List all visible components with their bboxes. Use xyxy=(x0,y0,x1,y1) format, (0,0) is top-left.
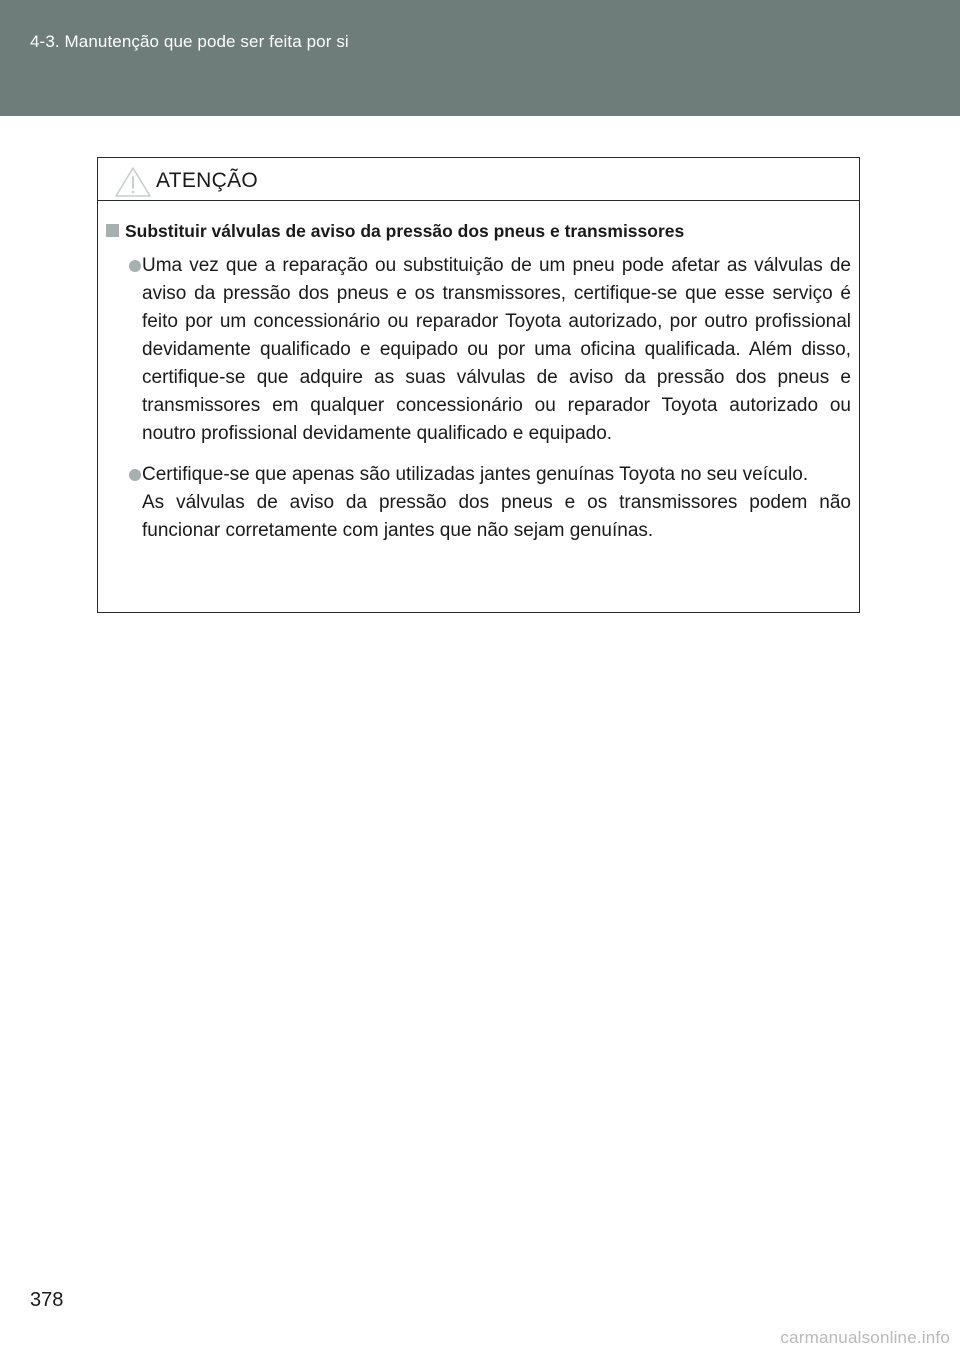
list-item xyxy=(106,252,851,448)
list-item xyxy=(106,461,851,545)
round-bullet-icon xyxy=(129,469,141,481)
page-number: 378 xyxy=(30,1289,64,1311)
square-bullet-icon xyxy=(106,224,119,237)
warning-box xyxy=(97,157,860,613)
watermark: carmanualsonline.info xyxy=(780,1328,950,1347)
warning-header xyxy=(98,158,859,201)
warning-body xyxy=(98,201,859,545)
paragraph: As válvulas de aviso da pressão dos pneus e os transmissores podem não funcionar corretamente com jantes que não sejam genuínas. xyxy=(142,492,851,541)
warning-triangle-icon xyxy=(114,166,152,198)
paragraph: Certifique-se que apenas são utilizadas jantes genuínas Toyota no seu veículo. xyxy=(142,464,809,485)
warning-label: ATENÇÃO xyxy=(156,169,259,192)
paragraph: Uma vez que a reparação ou substituição de um pneu pode afetar as válvulas de aviso da pressão dos pneus e os transmissores, certifique-se que esse serviço é feito por um concessionário ou reparador Toyota autorizado, por outro profissional devidamente qualificado e equipado ou por uma oficina qualificada. Além disso, certifique-se que adquire as suas válvulas de aviso da pressão dos pneus e transmissores em qualquer concessionário ou reparador Toyota autorizado ou noutro profissional devidamente qualificado e equipado. xyxy=(142,255,851,444)
header-band xyxy=(0,0,960,116)
round-bullet-icon xyxy=(129,260,141,272)
warning-subheading xyxy=(106,220,851,242)
section-title: 4-3. Manutenção que pode ser feita por si xyxy=(30,32,349,51)
subheading-text: Substituir válvulas de aviso da pressão dos pneus e transmissores xyxy=(125,221,685,241)
